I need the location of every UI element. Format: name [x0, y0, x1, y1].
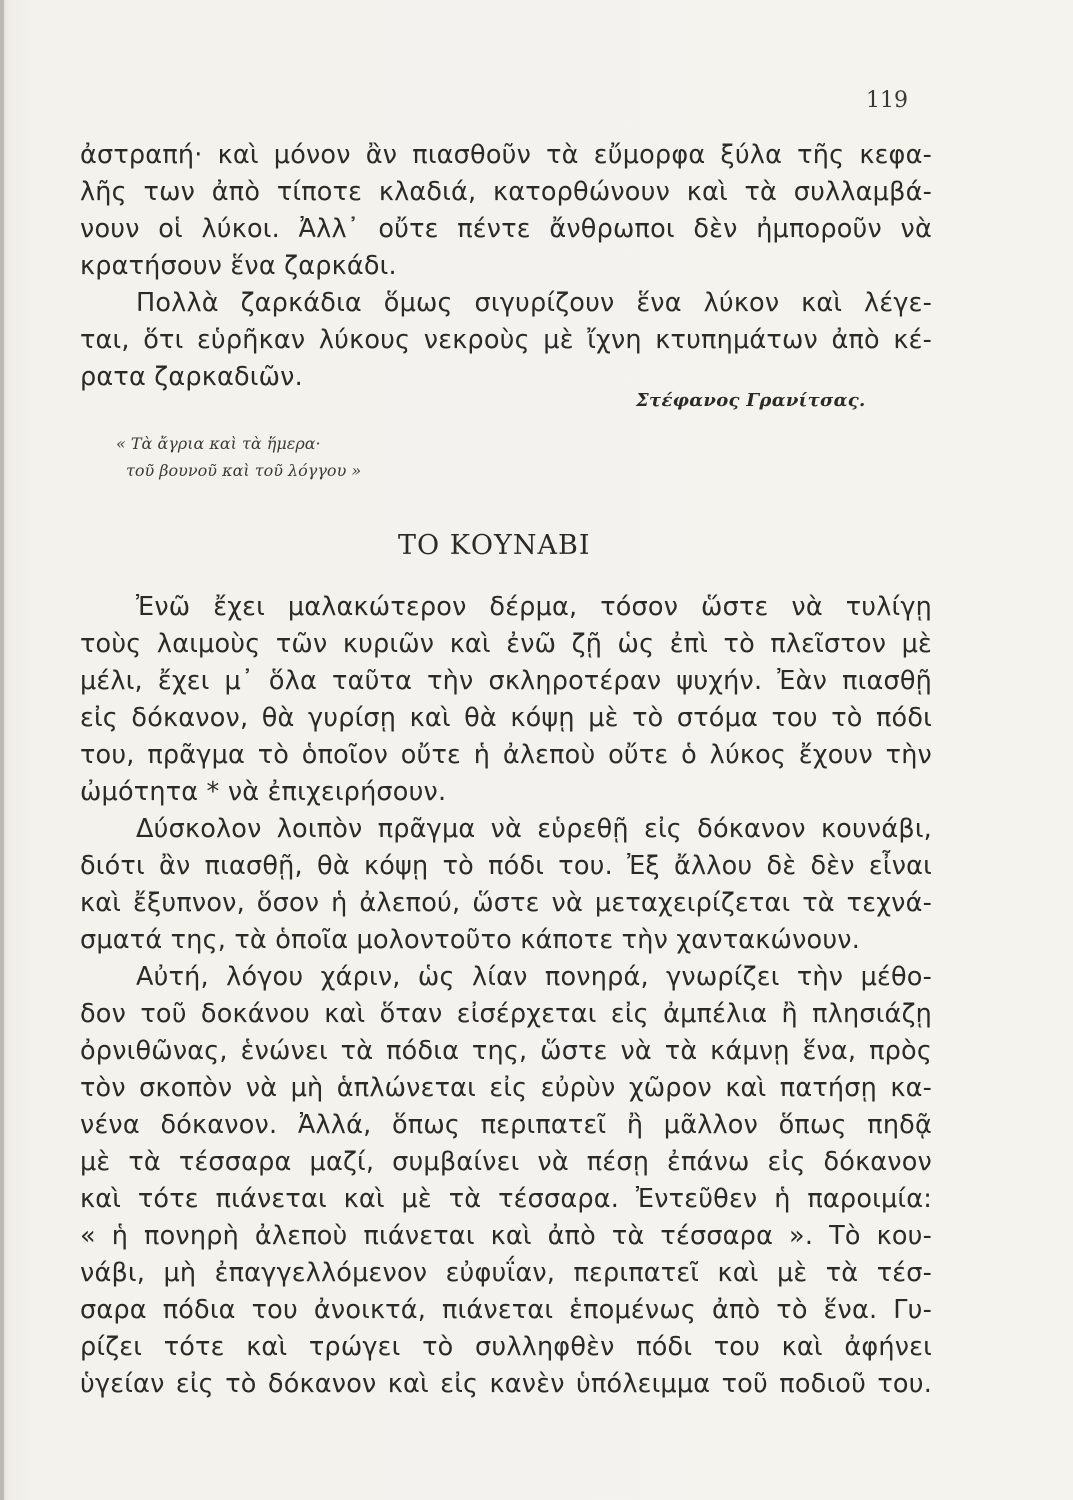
text-line: τοὺς λαιμοὺς τῶν κυριῶν καὶ ἐνῶ ζῇ ὡς ἐπὶ τὸ πλεῖστον μὲ	[80, 629, 932, 659]
text-line: κρατήσουν ἕνα ζαρκάδι.	[80, 251, 397, 281]
binding-edge	[0, 0, 4, 1500]
text-line: νουν οἱ λύκοι. Ἀλλ᾿ οὔτε πέντε ἄνθρωποι δὲν ἠμποροῦν νὰ	[80, 214, 932, 244]
text-line: λῆς των ἀπὸ τίποτε κλαδιά, κατορθώνουν καὶ τὰ συλλαμβά-	[80, 177, 932, 207]
text-line: νένα δόκανον. Ἀλλά, ὅπως περιπατεῖ ἢ μᾶλλον ὅπως πηδᾷ	[80, 1110, 932, 1140]
text-line: ται, ὅτι εὑρῆκαν λύκους νεκροὺς μὲ ἴχνη κτυπημάτων ἀπὸ κέ-	[80, 325, 932, 355]
source-citation-line: « Τὰ ἄγρια καὶ τὰ ἥμερα·	[116, 434, 321, 453]
text-line: ρίζει τότε καὶ τρώγει τὸ συλληφθὲν πόδι του καὶ ἀφήνει	[80, 1332, 932, 1362]
text-line: ὑγείαν εἰς τὸ δόκανον καὶ εἰς κανὲν ὑπόλειμμα τοῦ ποδιοῦ του.	[80, 1369, 932, 1399]
text-line: σματά της, τὰ ὁποῖα μολοντοῦτο κάποτε τὴν χαντακώνουν.	[80, 925, 861, 955]
text-line: διότι ἂν πιασθῇ, θὰ κόψῃ τὸ πόδι του. Ἐξ ἄλλου δὲ δὲν εἶναι	[80, 851, 932, 881]
text-line: Δύσκολον λοιπὸν πρᾶγμα νὰ εὑρεθῇ εἰς δόκανον κουνάβι,	[136, 814, 932, 844]
text-line: « ἡ πονηρὴ ἀλεποὺ πιάνεται καὶ ἀπὸ τὰ τέσσαρα ». Τὸ κου-	[80, 1221, 932, 1251]
source-citation-line: τοῦ βουνοῦ καὶ τοῦ λόγγου »	[126, 461, 362, 480]
text-line: του, πρᾶγμα τὸ ὁποῖον οὔτε ἡ ἀλεποὺ οὔτε ὁ λύκος ἔχουν τὴν	[80, 740, 932, 770]
text-line: Ἐνῶ ἔχει μαλακώτερον δέρμα, τόσον ὥστε νὰ τυλίγῃ	[136, 592, 932, 622]
text-line: δον τοῦ δοκάνου καὶ ὅταν εἰσέρχεται εἰς ἀμπέλια ἢ πλησιάζῃ	[80, 999, 932, 1029]
text-line: καὶ ἔξυπνον, ὅσον ἡ ἀλεπού, ὥστε νὰ μεταχειρίζεται τὰ τεχνά-	[80, 888, 932, 918]
text-line: νάβι, μὴ ἐπαγγελλόμενον εὐφυΐαν, περιπατεῖ καὶ μὲ τὰ τέσ-	[80, 1258, 932, 1288]
text-line: καὶ τότε πιάνεται καὶ μὲ τὰ τέσσαρα. Ἐντεῦθεν ἡ παροιμία:	[80, 1184, 932, 1214]
text-line: εἰς δόκανον, θὰ γυρίσῃ καὶ θὰ κόψῃ μὲ τὸ στόμα του τὸ πόδι	[80, 703, 932, 733]
text-line: μὲ τὰ τέσσαρα μαζί, συμβαίνει νὰ πέσῃ ἐπάνω εἰς δόκανον	[80, 1147, 932, 1177]
section-title: ΤΟ ΚΟΥΝΑΒΙ	[398, 530, 591, 561]
text-line: Αὐτή, λόγου χάριν, ὡς λίαν πονηρά, γνωρίζει τὴν μέθο-	[136, 962, 932, 992]
text-line: ἀστραπή· καὶ μόνον ἂν πιασθοῦν τὰ εὔμορφα ξύλα τῆς κεφα-	[80, 140, 932, 170]
page-number: 119	[866, 88, 908, 113]
text-line: ὠμότητα * νὰ ἐπιχειρήσουν.	[80, 777, 447, 807]
text-line: σαρα πόδια του ἀνοικτά, πιάνεται ἑπομένως ἀπὸ τὸ ἕνα. Γυ-	[80, 1295, 932, 1325]
text-line: ρατα ζαρκαδιῶν.	[80, 362, 303, 392]
text-line: ὀρνιθῶνας, ἑνώνει τὰ πόδια της, ὥστε νὰ τὰ κάμνῃ ἕνα, πρὸς	[80, 1036, 932, 1066]
text-line: τὸν σκοπὸν νὰ μὴ ἁπλώνεται εἰς εὐρὺν χῶρον καὶ πατήσῃ κα-	[80, 1073, 932, 1103]
text-line: Πολλὰ ζαρκάδια ὅμως σιγυρίζουν ἕνα λύκον καὶ λέγε-	[136, 288, 932, 318]
text-line: μέλι, ἔχει μ᾿ ὅλα ταῦτα τὴν σκληροτέραν ψυχήν. Ἐὰν πιασθῇ	[80, 666, 932, 696]
author-signature: Στέφανος Γρανίτσας.	[636, 390, 866, 411]
